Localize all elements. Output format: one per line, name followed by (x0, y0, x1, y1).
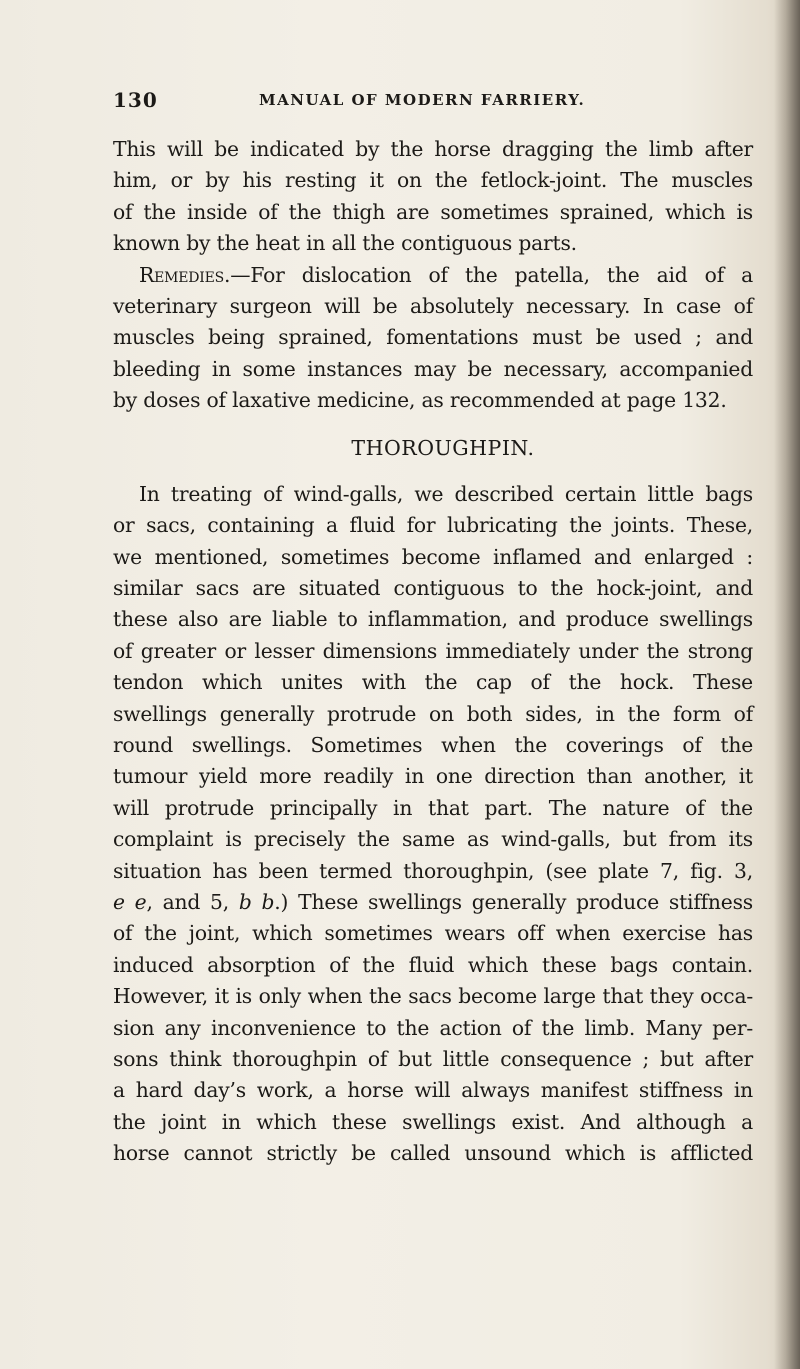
running-title: MANUAL OF MODERN FARRIERY. (259, 91, 586, 109)
text-line: situation has been termed thoroughpin, (see plate 7, fig. 3, (113, 858, 753, 883)
remedies-line (113, 260, 753, 291)
page-edge-shadow (774, 0, 800, 1369)
figure-reference-line (113, 887, 753, 918)
text-line: However, it is only when the sacs become large that they occa- (113, 984, 753, 1009)
text-line: bleeding in some instances may be necessary, accompanied (113, 356, 753, 381)
figure-ref-sep: , and 5, (146, 889, 239, 914)
text-line: sion any inconvenience to the action of the limb. Many per- (113, 1015, 753, 1040)
text-line: induced absorption of the fluid which these bags contain. (113, 952, 753, 977)
text-line: these also are liable to inflammation, and produce swellings (113, 607, 753, 632)
text-line: we mentioned, sometimes become inflamed and enlarged : (113, 544, 753, 569)
page-number: 130 (113, 88, 158, 112)
figure-ref-tail: .) These swellings generally produce stiffness (274, 889, 754, 914)
text-line: complaint is precisely the same as wind-galls, but from its (113, 827, 753, 852)
text-line: round swellings. Sometimes when the coverings of the (113, 733, 753, 758)
text-line: swellings generally protrude on both sides, in the form of (113, 701, 753, 726)
text-line: a hard day’s work, a horse will always manifest stiffness in (113, 1078, 753, 1103)
text-line: of the inside of the thigh are sometimes sprained, which is (113, 199, 753, 224)
text-line: horse cannot strictly be called unsound which is afflicted (113, 1141, 753, 1166)
text-line: known by the heat in all the contiguous parts. (113, 231, 577, 256)
text-line: similar sacs are situated contiguous to the hock-joint, and (113, 576, 753, 601)
text-line: by doses of laxative medicine, as recommended at page 132. (113, 388, 727, 413)
text-line: veterinary surgeon will be absolutely necessary. In case of (113, 293, 753, 318)
text-line: will protrude principally in that part. The nature of the (113, 795, 753, 820)
remedies-first-line: —For dislocation of the patella, the aid of a (230, 262, 753, 287)
figure-ref-e: e e (113, 889, 147, 914)
text-line: muscles being sprained, fomentations must be used ; and (113, 325, 753, 350)
text-line: of greater or lesser dimensions immediately under the strong (113, 638, 753, 663)
text-line: In treating of wind-galls, we described certain little bags (139, 481, 753, 506)
text-line: tendon which unites with the cap of the hock. These (113, 670, 753, 695)
page-header (113, 88, 753, 114)
text-line: the joint in which these swellings exist. And although a (113, 1109, 753, 1134)
text-line: or sacs, containing a fluid for lubricating the joints. These, (113, 513, 753, 538)
remedies-label: Remedies. (139, 262, 231, 287)
text-line: This will be indicated by the horse dragging the limb after (113, 137, 753, 161)
section-heading: THOROUGHPIN. (351, 435, 535, 460)
text-line: of the joint, which sometimes wears off when exercise has (113, 921, 753, 946)
body-text (113, 134, 753, 1170)
figure-ref-b: b b (238, 889, 275, 914)
text-line: him, or by his resting it on the fetlock-joint. The muscles (113, 168, 753, 193)
text-line: sons think thoroughpin of but little consequence ; but after (113, 1046, 753, 1071)
text-line: tumour yield more readily in one direction than another, it (113, 764, 753, 789)
